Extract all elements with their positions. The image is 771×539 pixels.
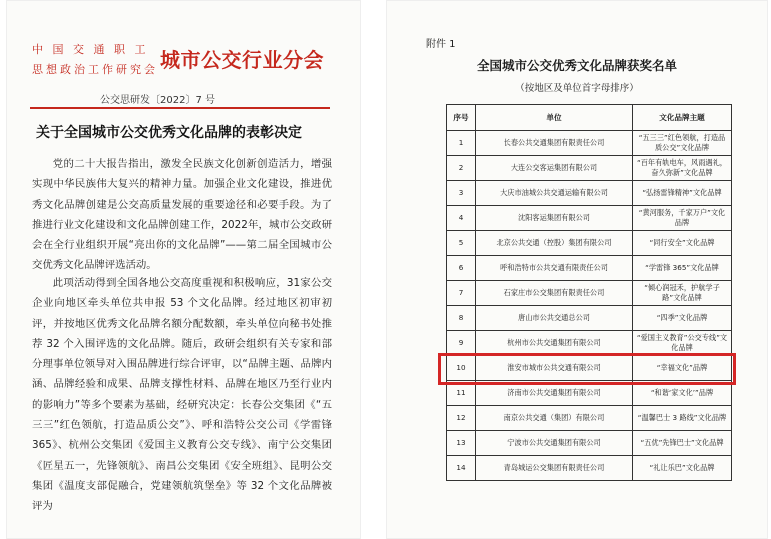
header-number: 序号: [447, 105, 476, 131]
row-unit: 南京公共交通（集团）有限公司: [476, 406, 633, 431]
award-table: [446, 104, 732, 481]
table-row: [447, 231, 732, 256]
row-number: 4: [447, 206, 476, 231]
row-number: 7: [447, 281, 476, 306]
row-brand: “礼让乐巴”文化品牌: [633, 456, 732, 481]
row-unit: 杭州市公共交通集团有限公司: [476, 331, 633, 356]
row-unit: 大连公交客运集团有限公司: [476, 156, 633, 181]
row-number: 5: [447, 231, 476, 256]
table-row: [447, 156, 732, 181]
header-org-line1: 中 国 交 通 职 工: [32, 43, 149, 56]
row-unit: 长春公共交通集团有限责任公司: [476, 131, 633, 156]
table-row: [447, 131, 732, 156]
table-row: [447, 381, 732, 406]
document-title: 关于全国城市公交优秀文化品牌的表彰决定: [36, 125, 302, 141]
header-unit: 单位: [476, 105, 633, 131]
row-brand: “爱国主义教育”公交专线”文化品牌: [633, 331, 732, 356]
row-number: 9: [447, 331, 476, 356]
row-unit: 石家庄市公交集团有限责任公司: [476, 281, 633, 306]
row-unit: 北京公共交通（控股）集团有限公司: [476, 231, 633, 256]
document-number: 公交思研发〔2022〕7 号: [100, 95, 215, 106]
body-paragraph-1: 党的二十大报告指出，激发全民族文化创新创造活力，增强实现中华民族伟大复兴的精神力量。加强企业文化建设，推进优秀文化品牌创建是公交高质量发展的重要途径和必要手段。为了推进行业文化建设和文化品牌创建工作，2022年，城市公交政研会在全行业组织开展“亮出你的文化品牌”——第二届全国城市公交优秀文化品牌评选活动。: [32, 158, 332, 272]
table-row: [447, 181, 732, 206]
row-brand: “弘扬雷锋精神”文化品牌: [633, 181, 732, 206]
table-row: [447, 431, 732, 456]
award-list-subtitle: （按地区及单位首字母排序）: [515, 83, 639, 94]
attachment-label: 附件 1: [426, 39, 456, 50]
row-brand: “百年有轨电车，风雨遇礼，奋久弥新”文化品牌: [633, 156, 732, 181]
row-brand: “同行安全”文化品牌: [633, 231, 732, 256]
header-org-line2: 思想政治工作研究会: [32, 63, 158, 76]
row-brand: “黄河服务，千家万户”文化品牌: [633, 206, 732, 231]
row-brand: “学雷锋 365”文化品牌: [633, 256, 732, 281]
row-unit: 大庆市油城公共交通运输有限公司: [476, 181, 633, 206]
row-number: 6: [447, 256, 476, 281]
row-unit: 唐山市公共交通总公司: [476, 306, 633, 331]
body-paragraph-2: 此项活动得到全国各地公交高度重视和积极响应，31家公交企业向地区牵头单位共申报 53 个文化品牌。经过地区初审初评，并按地区优秀文化品牌名额分配数额，牵头单位向秘书处推荐 32 个入围评选的文化品牌。随后，政研会组织有关专家和部分理事单位领导对入围品牌进行综合评审，以“品牌主题、品牌内涵、品牌经验和成果、品牌支撑性材料、品牌在地区乃至行业内的影响力”等多个要素为基础，经研究决定：长春公交集团《“五三三”红色领航，打造品质公交”》、呼和浩特公交公司《学雷锋365》、杭州公交集团《爱国主义教育公交专线》、南宁公交集团《匠星五一，先锋领航》、南昌公交集团《安全班组》、昆明公交集团《温度支部促融合，党建领航筑堡垒》等 32 个文化品牌被评为: [32, 277, 332, 513]
row-brand: “四季”文化品牌: [633, 306, 732, 331]
row-number: 13: [447, 431, 476, 456]
header-brand: 文化品牌主题: [633, 105, 732, 131]
row-brand: “倾心润冠禾，护航学子路”文化品牌: [633, 281, 732, 306]
table-row: [447, 306, 732, 331]
row-unit: 呼和浩特市公共交通有限责任公司: [476, 256, 633, 281]
row-brand: “五三三”红色领航，打造品质公交”文化品牌: [633, 131, 732, 156]
row-number: 12: [447, 406, 476, 431]
row-unit: 济南市公共交通集团有限公司: [476, 381, 633, 406]
row-brand: “幸福文化”品牌: [633, 356, 732, 381]
row-number: 11: [447, 381, 476, 406]
row-brand: “温馨巴士 3 路线”文化品牌: [633, 406, 732, 431]
row-number: 10: [447, 356, 476, 381]
table-row: [447, 256, 732, 281]
table-header-row: [447, 105, 732, 131]
table-row: [447, 206, 732, 231]
table-row: [447, 456, 732, 481]
row-number: 14: [447, 456, 476, 481]
row-unit: 宁波市公共交通集团有限公司: [476, 431, 633, 456]
table-row: [447, 281, 732, 306]
row-number: 8: [447, 306, 476, 331]
row-brand: “和谐‘家文化’”品牌: [633, 381, 732, 406]
award-list-title: 全国城市公交优秀文化品牌获奖名单: [476, 58, 677, 73]
row-unit: 沈阳客运集团有限公司: [476, 206, 633, 231]
table-row: [447, 406, 732, 431]
row-number: 3: [447, 181, 476, 206]
row-unit: 淮安市城市公共交通有限公司: [476, 356, 633, 381]
row-brand: “五优”先锋巴士”文化品牌: [633, 431, 732, 456]
row-unit: 青岛城运公交集团有限责任公司: [476, 456, 633, 481]
red-divider: [30, 107, 330, 109]
table-row: [447, 331, 732, 356]
table-row: [447, 356, 732, 381]
row-number: 1: [447, 131, 476, 156]
header-branch-name: 城市公交行业分会: [160, 48, 324, 72]
row-number: 2: [447, 156, 476, 181]
